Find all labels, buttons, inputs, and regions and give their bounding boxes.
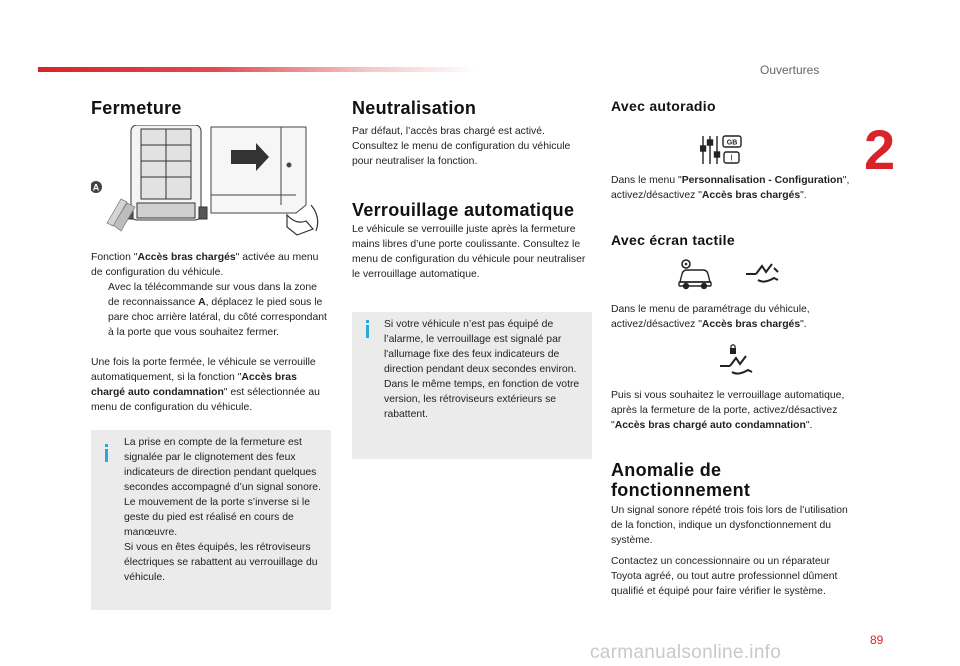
fermeture-info-box	[91, 430, 331, 610]
verrouillage-info-text: Si votre véhicule n’est pas équipé de l’alarme, le verrouillage est signalé par l'allumage fixe des feux indicateurs de direction pendant deux secondes environ. Dans le même temps, en fonction de votre version, les rétroviseurs extérieurs se rabattent.	[384, 319, 580, 420]
list-item: Avec la télécommande sur vous dans la zone de reconnaissance A, déplacez le pied sous le pare choc arrière latéral, du côté correspondant à la porte que vous souhaitez fermer.	[108, 282, 327, 338]
foot-access-icon	[744, 262, 782, 286]
i-label: I	[730, 153, 733, 163]
foot-access-lock-icon	[718, 344, 756, 378]
fermeture-bullets	[91, 280, 331, 340]
section-title: Ouvertures	[760, 63, 820, 77]
gb-label: GB	[726, 139, 738, 147]
van-side-view-illustration	[211, 127, 306, 213]
fermeture-info-text: La prise en compte de la fermeture est signalée par le clignotement des feux indicateurs de direction pendant quelques secondes accompagné d’un signal sonore. Le mouvement de la porte s’inverse si le geste du pied est réalisé en cours de manœuvre. Si vous en êtes équipés, les rétroviseurs électriques se rabattent au verrouillage du véhicule.	[124, 437, 321, 583]
info-icon	[366, 325, 369, 338]
info-icon	[105, 449, 108, 462]
anomalie-text-1: Un signal sonore répété trois fois lors de l’utilisation de la fonction, indique un dysfonctionnement du système.	[611, 505, 848, 546]
anomalie-heading: Anomalie de fonctionnement	[611, 460, 751, 500]
fermeture-heading: Fermeture	[91, 98, 182, 118]
illustration-vehicle-foot-sensor	[91, 125, 331, 240]
verrouillage-heading: Verrouillage automatique	[352, 200, 575, 220]
verrouillage-info-box	[352, 312, 592, 459]
ecran-text-1: Dans le menu de paramétrage du véhicule, activez/désactivez "Accès bras chargés".	[611, 304, 810, 330]
neutralisation-heading: Neutralisation	[352, 98, 477, 118]
fermeture-paragraph-2: Une fois la porte fermée, le véhicule se verrouille automatiquement, si la fonction "Accès bras chargé auto condamnation" est sélectionnée au menu de configuration du véhicule.	[91, 357, 320, 413]
chapter-number: 2	[864, 118, 896, 181]
car-settings-icon	[676, 258, 714, 290]
anomalie-text-2: Contactez un concessionnaire ou un réparateur Toyota agréé, ou tout autre professionnel dûment qualifié et équipé pour faire vérifier le système.	[611, 556, 838, 597]
header-accent-bar	[38, 67, 478, 72]
fermeture-intro: Fonction "Accès bras chargés" activée au menu de configuration du véhicule.	[91, 252, 319, 278]
neutralisation-text: Par défaut, l’accès bras chargé est activé. Consultez le menu de configuration du véhicule pour neutraliser la fonction.	[352, 126, 571, 167]
ecran-text-2: Puis si vous souhaitez le verrouillage automatique, après la fermeture de la porte, activez/désactivez "Accès bras chargé auto condamnation".	[611, 390, 845, 431]
autoradio-text: Dans le menu "Personnalisation - Configuration", activez/désactivez "Accès bras chargés".	[611, 175, 850, 201]
label-a: A	[92, 182, 100, 193]
verrouillage-text: Le véhicule se verrouille juste après la fermeture mains libres d’une porte coulissante. Consultez le menu de configuration du véhicule pour neutraliser le verrouillage automatique.	[352, 224, 586, 280]
audio-settings-icon	[700, 132, 744, 168]
ecran-heading: Avec écran tactile	[611, 232, 735, 248]
van-top-view-illustration	[125, 125, 207, 220]
autoradio-heading: Avec autoradio	[611, 98, 716, 114]
page-number: 89	[870, 633, 884, 647]
watermark: carmanualsonline.info	[590, 642, 782, 663]
